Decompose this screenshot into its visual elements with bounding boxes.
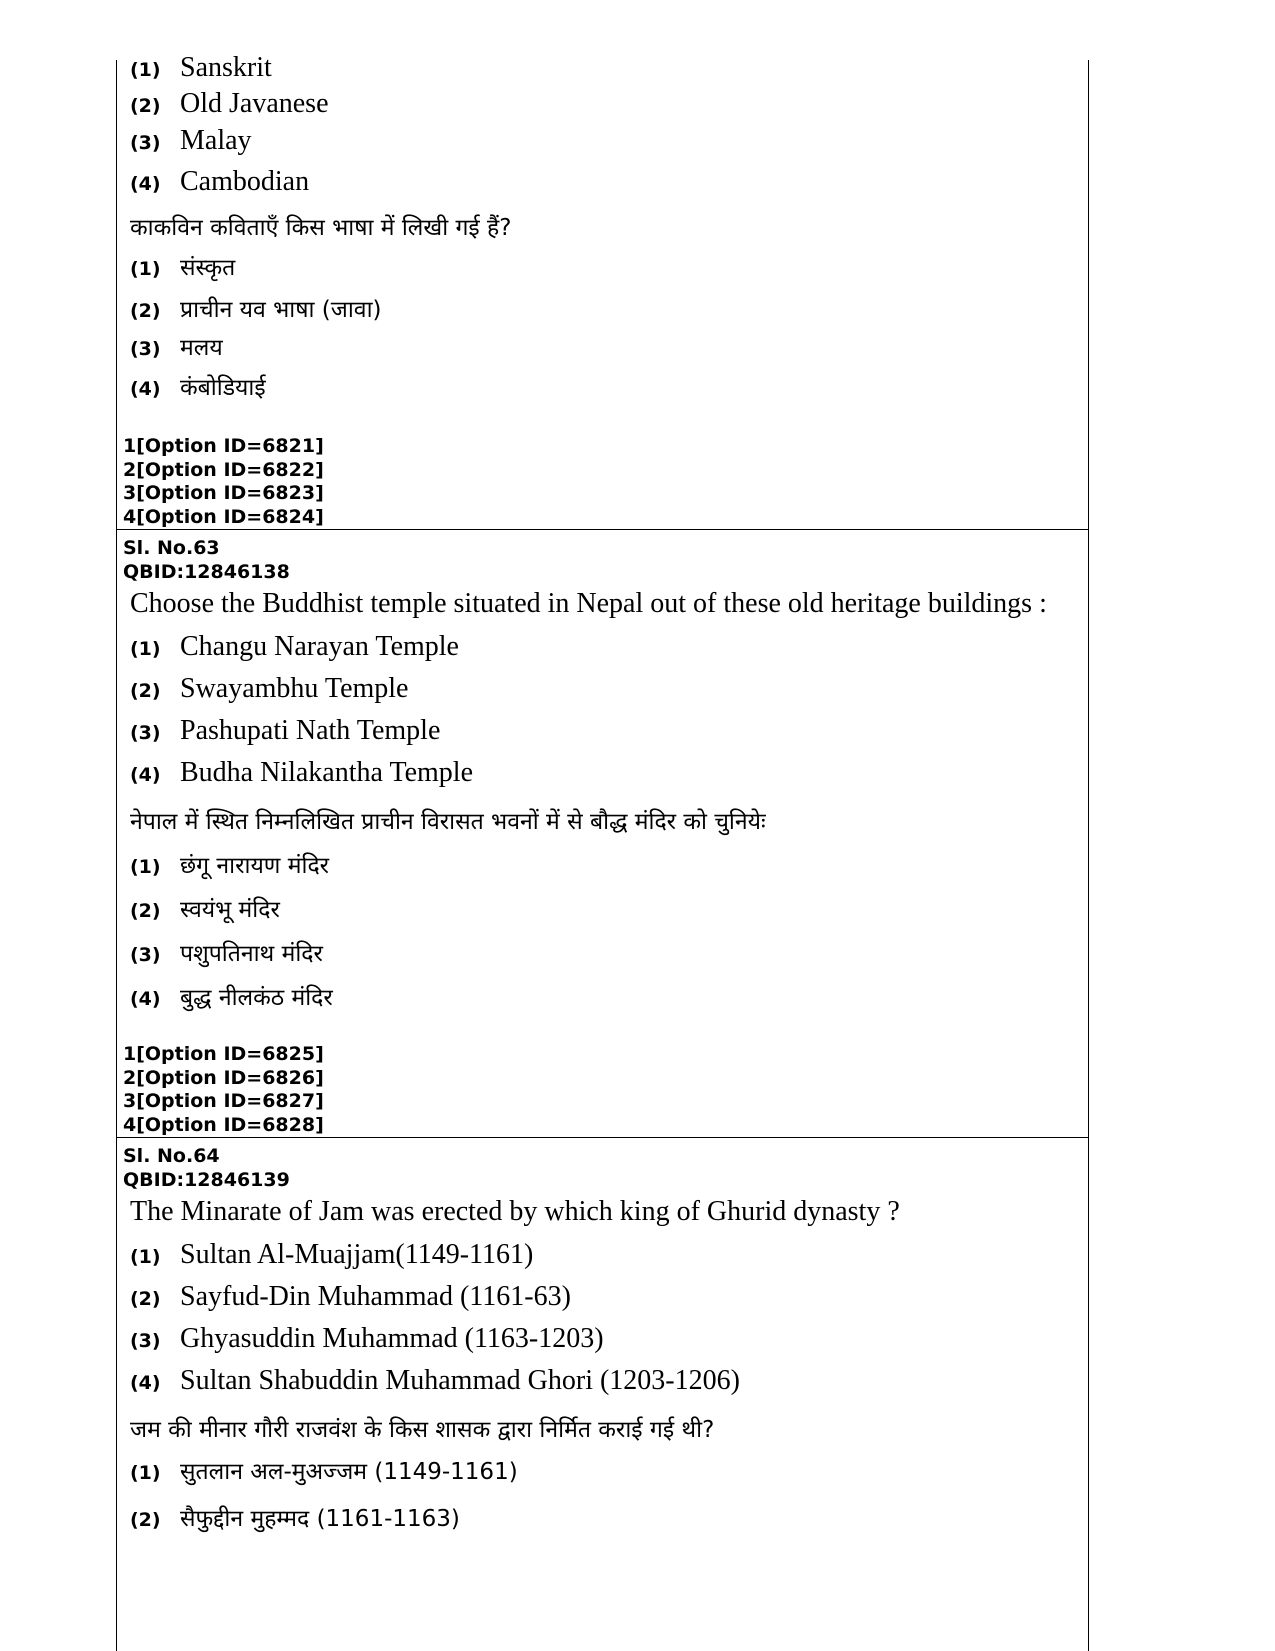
serial-number: Sl. No.64 bbox=[123, 1145, 220, 1167]
table-right-border bbox=[1088, 60, 1089, 1651]
option-en bbox=[130, 1323, 604, 1355]
option-text: स्वयंभू मंदिर bbox=[180, 897, 280, 923]
option-text: सुतलान अल-मुअज्जम (1149-1161) bbox=[180, 1459, 518, 1485]
option-number: (1) bbox=[130, 1462, 161, 1484]
question-divider bbox=[116, 1137, 1089, 1138]
option-id-list bbox=[123, 1043, 324, 1137]
option-number: (2) bbox=[130, 300, 161, 322]
option-number: (1) bbox=[130, 258, 161, 280]
question-text-hindi: काकविन कविताएँ किस भाषा में लिखी गई हैं? bbox=[130, 215, 512, 241]
option-text: संस्कृत bbox=[180, 255, 236, 281]
question-text-english: Choose the Buddhist temple situated in Nepal out of these old heritage buildings : bbox=[130, 588, 1047, 619]
option-text: Sultan Al-Muajjam(1149-1161) bbox=[180, 1239, 534, 1270]
option-text: Malay bbox=[180, 125, 252, 156]
option-en bbox=[130, 1281, 571, 1313]
option-text: पशुपतिनाथ मंदिर bbox=[180, 941, 323, 967]
option-en bbox=[130, 1365, 740, 1397]
option-text: Sultan Shabuddin Muhammad Ghori (1203-1206) bbox=[180, 1365, 740, 1396]
option-text: छंगू नारायण मंदिर bbox=[180, 853, 330, 879]
question-header bbox=[123, 1145, 290, 1192]
option-en bbox=[130, 88, 329, 120]
option-en bbox=[130, 715, 440, 747]
option-number: (4) bbox=[130, 173, 161, 195]
option-text: प्राचीन यव भाषा (जावा) bbox=[180, 297, 382, 323]
option-number: (4) bbox=[130, 764, 161, 786]
option-id: 2[Option ID=6822] bbox=[123, 458, 324, 481]
option-en bbox=[130, 1239, 533, 1271]
option-number: (2) bbox=[130, 95, 161, 117]
option-number: (1) bbox=[130, 1246, 161, 1268]
option-text: Sayfud-Din Muhammad (1161-63) bbox=[180, 1281, 571, 1312]
qbid: QBID:12846139 bbox=[123, 1168, 290, 1191]
option-en bbox=[130, 166, 309, 198]
option-en bbox=[130, 673, 408, 705]
option-en bbox=[130, 757, 473, 789]
option-number: (3) bbox=[130, 944, 161, 966]
option-hi bbox=[130, 848, 329, 880]
option-number: (1) bbox=[130, 638, 161, 660]
option-hi bbox=[130, 370, 266, 402]
option-hi bbox=[130, 1454, 518, 1486]
option-hi bbox=[130, 936, 323, 968]
option-text: मलय bbox=[180, 335, 223, 361]
option-text: Budha Nilakantha Temple bbox=[180, 757, 474, 788]
option-hi bbox=[130, 892, 280, 924]
option-number: (3) bbox=[130, 132, 161, 154]
option-number: (3) bbox=[130, 722, 161, 744]
option-text: Old Javanese bbox=[180, 88, 329, 119]
question-text-hindi: जम की मीनार गौरी राजवंश के किस शासक द्वारा निर्मित कराई गई थी? bbox=[130, 1417, 715, 1443]
option-hi bbox=[130, 330, 223, 362]
serial-number: Sl. No.63 bbox=[123, 537, 220, 559]
option-number: (2) bbox=[130, 900, 161, 922]
question-header bbox=[123, 537, 290, 584]
option-id: 4[Option ID=6828] bbox=[123, 1113, 324, 1136]
option-id: 2[Option ID=6826] bbox=[123, 1066, 324, 1089]
option-number: (3) bbox=[130, 338, 161, 360]
option-text: Cambodian bbox=[180, 166, 310, 197]
option-number: (4) bbox=[130, 378, 161, 400]
option-hi bbox=[130, 980, 333, 1012]
option-number: (4) bbox=[130, 988, 161, 1010]
option-hi bbox=[130, 292, 382, 324]
qbid: QBID:12846138 bbox=[123, 560, 290, 583]
option-number: (1) bbox=[130, 856, 161, 878]
option-id: 3[Option ID=6827] bbox=[123, 1090, 324, 1112]
question-text-english: The Minarate of Jam was erected by which king of Ghurid dynasty ? bbox=[130, 1196, 900, 1227]
option-text: Changu Narayan Temple bbox=[180, 631, 459, 662]
option-text: Sanskrit bbox=[180, 52, 272, 83]
option-text: Swayambhu Temple bbox=[180, 673, 409, 704]
option-number: (2) bbox=[130, 1509, 161, 1531]
question-divider bbox=[116, 529, 1089, 530]
option-text: Pashupati Nath Temple bbox=[180, 715, 441, 746]
option-id: 4[Option ID=6824] bbox=[123, 505, 324, 528]
option-number: (2) bbox=[130, 1288, 161, 1310]
option-number: (1) bbox=[130, 59, 161, 81]
option-text: Ghyasuddin Muhammad (1163-1203) bbox=[180, 1323, 604, 1354]
option-number: (3) bbox=[130, 1330, 161, 1352]
option-id: 1[Option ID=6821] bbox=[123, 435, 324, 457]
option-id: 1[Option ID=6825] bbox=[123, 1043, 324, 1065]
option-text: बुद्ध नीलकंठ मंदिर bbox=[180, 985, 333, 1011]
option-text: कंबोडियाई bbox=[180, 375, 266, 401]
table-left-border bbox=[116, 60, 117, 1651]
option-text: सैफुद्दीन मुहम्मद (1161-1163) bbox=[180, 1506, 460, 1532]
option-number: (2) bbox=[130, 680, 161, 702]
option-hi bbox=[130, 1501, 460, 1533]
option-en bbox=[130, 631, 459, 663]
option-en bbox=[130, 125, 252, 157]
option-id: 3[Option ID=6823] bbox=[123, 482, 324, 504]
option-hi bbox=[130, 250, 235, 282]
question-text-hindi: नेपाल में स्थित निम्नलिखित प्राचीन विरासत भवनों में से बौद्ध मंदिर को चुनियेः bbox=[130, 809, 766, 835]
option-en bbox=[130, 52, 272, 84]
option-id-list bbox=[123, 435, 324, 529]
option-number: (4) bbox=[130, 1372, 161, 1394]
